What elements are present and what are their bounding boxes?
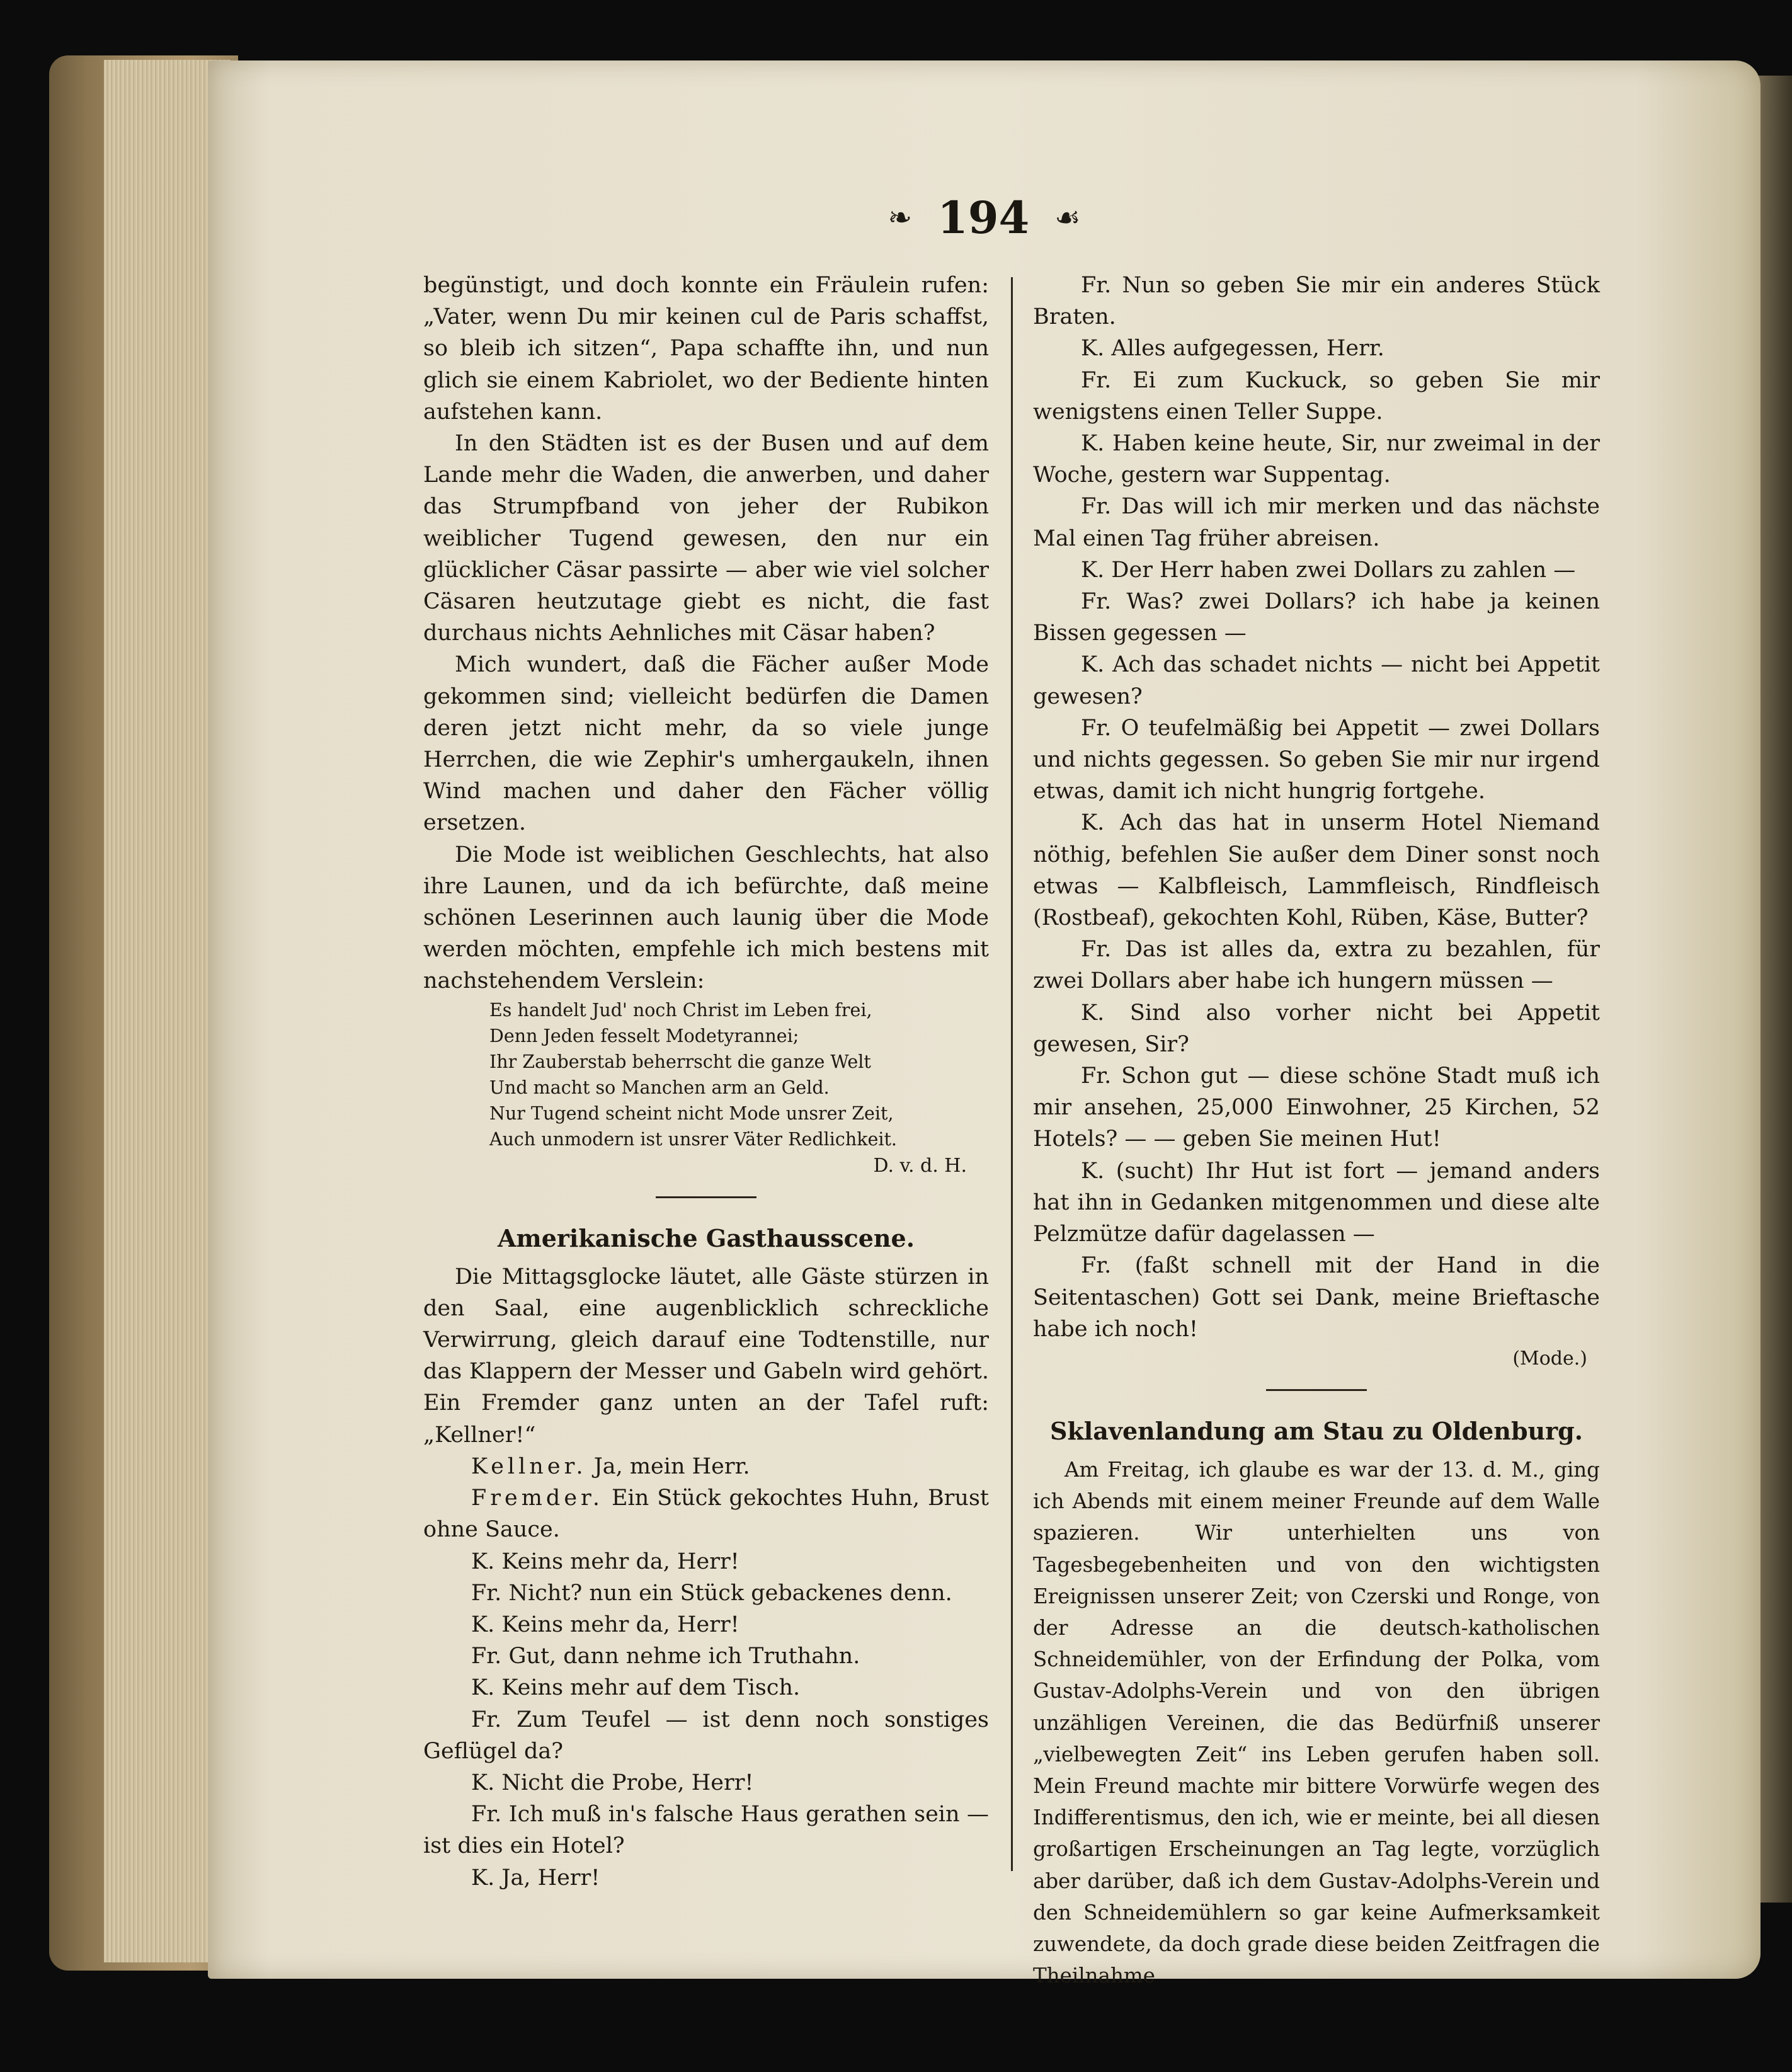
dialogue-line [423,1799,989,1862]
speech: Zum Teufel — ist denn noch sonstiges Geflügel da? [423,1707,989,1764]
speaker: K. [471,1611,495,1637]
section-separator [656,1196,756,1198]
left-ornament-icon: ❧ [887,200,913,234]
dialogue-line [423,1862,989,1894]
speech: Schon gut — diese schöne Stadt muß ich mir ansehen, 25,000 Einwohner, 25 Kirchen, 52 Hotels? — — geben Sie meinen Hut! [1033,1063,1600,1152]
dialogue-line [1033,365,1600,428]
speaker: K. [1081,431,1105,457]
dialogue-line [423,1609,989,1640]
speech: Sind also vorher nicht bei Appetit gewesen, Sir? [1033,1000,1600,1057]
dialogue-line [1033,1250,1600,1345]
dialogue-line [1033,333,1600,364]
speech: Alles aufgegessen, Herr. [1111,336,1384,362]
poem-line: Es handelt Jud' noch Christ im Leben frei, [489,999,872,1021]
speaker: Fr. [1081,937,1112,963]
speaker: K. [471,1865,495,1891]
speaker: Fr. [1081,589,1112,615]
dialogue-line [1033,713,1600,808]
speech: Was? zwei Dollars? ich habe ja keinen Bissen gegessen — [1033,589,1600,646]
dialogue-line [423,1672,989,1703]
speech: Ach das schadet nichts — nicht bei Appetit gewesen? [1033,652,1600,709]
speaker: Kellner. [471,1453,587,1479]
dialogue-line [1033,1155,1600,1251]
speaker: Fr. [1081,273,1112,298]
speech: Ja, mein Herr. [593,1453,750,1479]
speaker: Fr. [1081,715,1112,741]
speaker: K. [471,1675,495,1701]
dialogue-line [1033,649,1600,712]
dialogue-line [1033,807,1600,934]
speaker: Fremder. [471,1485,604,1511]
dialogue-line [1033,428,1600,491]
speaker: K. [1081,810,1105,836]
dialogue-line [1033,934,1600,997]
poem-line: Auch unmodern ist unsrer Väter Redlichkeit. [489,1128,897,1150]
article-title: Sklavenlandung am Stau zu Oldenburg. [1050,1416,1583,1445]
column-divider [1011,277,1013,1871]
poem-line: Und macht so Manchen arm an Geld. [489,1077,830,1098]
speech: Haben keine heute, Sir, nur zweimal in der Woche, gestern war Suppentag. [1033,431,1600,488]
dialogue-line [1033,997,1600,1060]
speech: Ach das hat in unserm Hotel Niemand nöthig, befehlen Sie außer dem Diner sonst noch etwas — Kalbfleisch, Lammfleisch, Rindfleisch (Rostbeaf), gekochten Kohl, Rüben, Käse, Butter? [1033,810,1600,931]
dialogue-line [423,1767,989,1799]
speaker: Fr. [1081,1063,1112,1089]
speech: Das will ich mir merken und das nächste Mal einen Tag früher abreisen. [1033,494,1600,551]
speech: Ein Stück gekochtes Huhn, Brust ohne Sauce. [423,1485,989,1543]
speaker: K. [1081,652,1105,678]
speaker: Fr. [1081,367,1112,393]
paragraph: Die Mode ist weiblichen Geschlechts, hat also ihre Launen, und da ich befürchte, daß meine schönen Leserinnen auch launig über die Mode werden möchten, empfehle ich mich bestens mit nachstehendem Verslein: [423,842,989,994]
poem [489,997,989,1152]
speech: Ja, Herr! [501,1865,600,1891]
speaker: Fr. [471,1580,502,1606]
speaker: K. [1081,1158,1105,1184]
speech: (faßt schnell mit der Hand in die Seitentaschen) Gott sei Dank, meine Brieftasche habe ich noch! [1033,1253,1600,1342]
dialogue-line [1033,270,1600,333]
speaker: Fr. [1081,1253,1112,1279]
poem-signature: D. v. d. H. [873,1154,967,1177]
speaker: Fr. [471,1644,502,1669]
speaker: K. [471,1770,495,1795]
speech: Nicht die Probe, Herr! [501,1770,754,1795]
left-column [423,270,989,1894]
dialogue-line [423,1482,989,1545]
poem-line: Ihr Zauberstab beherrscht die ganze Welt [489,1051,871,1072]
paragraph: begünstigt, und doch konnte ein Fräulein rufen: „Vater, wenn Du mir keinen cul de Paris schaffst, so bleib ich sitzen“, Papa schaffte ihn, und nun glich sie einem Kabriolet, wo der Bediente hinten aufstehen kann. [423,273,989,425]
speech: Keins mehr auf dem Tisch. [501,1675,801,1701]
speech: Nicht? nun ein Stück gebackenes denn. [508,1580,952,1606]
speaker: Fr. [471,1802,502,1828]
speech: Das ist alles da, extra zu bezahlen, für zwei Dollars aber habe ich hungern müssen — [1033,937,1600,994]
paragraph: Die Mittagsglocke läutet, alle Gäste stürzen in den Saal, eine augenblicklich schreckliche Verwirrung, gleich darauf eine Todtenstille, nur das Klappern der Messer und Gabeln wird gehört. Ein Fremder ganz unten an der Tafel ruft: „Kellner!“ [423,1264,989,1448]
speaker: Fr. [1081,494,1112,520]
speech: Der Herr haben zwei Dollars zu zahlen — [1111,557,1576,583]
speech: Keins mehr da, Herr! [501,1548,739,1574]
section-separator [1266,1389,1367,1391]
speaker: K. [471,1548,495,1574]
dialogue-line [1033,554,1600,586]
page-number: 194 [937,191,1030,244]
dialogue-line [423,1451,989,1482]
dialogue-line [1033,586,1600,649]
poem-line: Denn Jeden fesselt Modetyrannei; [489,1025,799,1046]
dialogue-line [423,1546,989,1577]
speech: Gut, dann nehme ich Truthahn. [508,1644,860,1669]
paragraph: In den Städten ist es der Busen und auf dem Lande mehr die Waden, die anwerben, und daher das Strumpfband von jeher der Rubikon weiblicher Tugend gewesen, den nur ein glücklicher Cäsar passirte — aber wie viel solcher Cäsaren heutzutage giebt es nicht, die fast durchaus nichts Aehnliches mit Cäsar haben? [423,431,989,646]
speaker: Fr. [471,1707,502,1732]
speech: Keins mehr da, Herr! [501,1611,739,1637]
speech: O teufelmäßig bei Appetit — zwei Dollars und nichts gegessen. So geben Sie mir nur irgend etwas, damit ich nicht hungrig fortgehe. [1033,715,1600,804]
page-header [208,189,1761,246]
speaker: K. [1081,557,1105,583]
dialogue-line [1033,491,1600,554]
right-column [1033,270,1600,1991]
dialogue-line [1033,1060,1600,1155]
dialogue-line [423,1640,989,1672]
speech: Ich muß in's falsche Haus gerathen sein — ist dies ein Hotel? [423,1802,989,1859]
paragraph: Mich wundert, daß die Fächer außer Mode gekommen sind; vielleicht bedürfen die Damen deren jetzt nicht mehr, da so viele junge Herrchen, die wie Zephir's umhergaukeln, ihnen Wind machen und daher den Fächer völlig ersetzen. [423,652,989,836]
poem-line: Nur Tugend scheint nicht Mode unsrer Zeit, [489,1102,894,1124]
dialogue-line [423,1577,989,1609]
speech: (sucht) Ihr Hut ist fort — jemand anders hat ihn in Gedanken mitgenommen und diese alte Pelzmütze dafür dagelassen — [1033,1158,1600,1247]
article-title: Amerikanische Gasthausscene. [498,1223,915,1252]
speaker: K. [1081,1000,1105,1026]
speech: Ei zum Kuckuck, so geben Sie mir wenigstens einen Teller Suppe. [1033,367,1600,425]
speech: Nun so geben Sie mir ein anderes Stück Braten. [1033,273,1600,330]
right-ornament-icon: ☙ [1054,200,1081,234]
paragraph: Am Freitag, ich glaube es war der 13. d. M., ging ich Abends mit einem meiner Freunde auf dem Walle spazieren. Wir unterhielten uns von Tagesbegebenheiten und von den wichtigsten Ereignissen unserer Zeit; von Czerski und Ronge, von der Adresse an die deutsch-katholischen Schneidemühler, von der Erfindung der Polka, vom Gustav-Adolphs-Verein und von den übrigen unzähligen Vereinen, die das Bedürfniß unserer „vielbewegten Zeit“ ins Leben gerufen haben soll. Mein Freund machte mir bittere Vorwürfe wegen des Indifferentismus, den ich, wie er meinte, bei all diesen großartigen Erscheinungen an Tag legte, vorzüglich aber darüber, daß ich dem Gustav-Adolphs-Verein und den Schneidemühlern so gar keine Aufmerksamkeit zuwendete, da doch grade diese beiden Zeitfragen die Theilnahme [1033,1457,1600,1988]
source-note: (Mode.) [1512,1347,1587,1370]
speaker: K. [1081,336,1105,362]
dialogue-line [423,1704,989,1767]
